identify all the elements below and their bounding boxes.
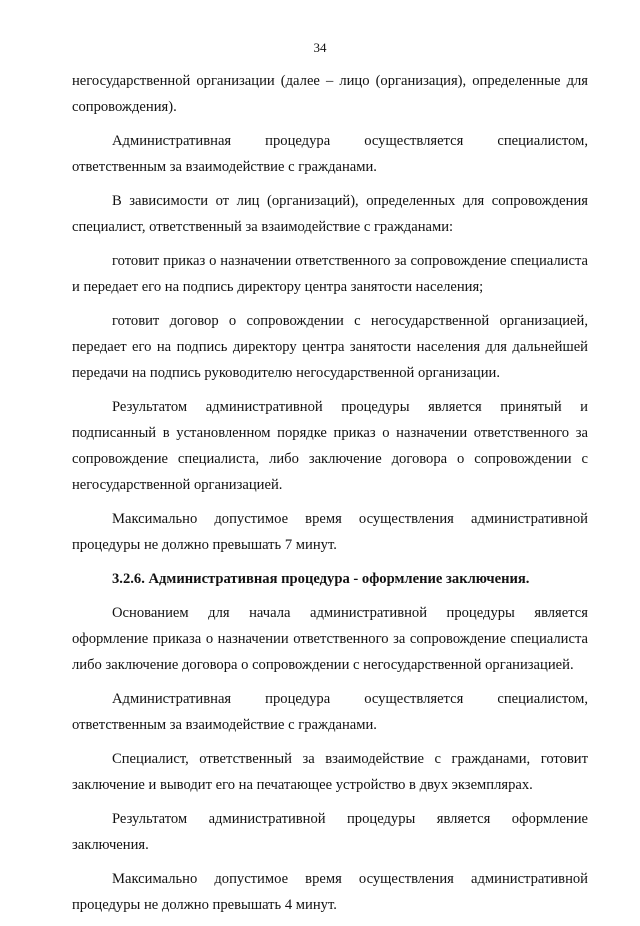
paragraph: Результатом административной процедуры является оформление заключения. xyxy=(72,811,588,853)
paragraph: Административная процедура осуществляется специалистом, ответственным за взаимодействие с гражданами. xyxy=(72,133,588,175)
paragraph: Основанием для начала административной процедуры является оформление приказа о назначении ответственного за сопровождение специалиста либо заключение договора о сопровождении с негосударственной организацией. xyxy=(72,605,588,673)
section-heading: 3.2.6. Административная процедура - оформление заключения. xyxy=(112,571,530,587)
paragraph: Специалист, ответственный за взаимодействие с гражданами, готовит заключение и выводит его на печатающее устройство в двух экземплярах. xyxy=(72,751,588,793)
paragraph: Максимально допустимое время осуществления административной процедуры не должно превышать 4 минут. xyxy=(72,871,588,913)
list-paragraph: готовит приказ о назначении ответственного за сопровождение специалиста и передает его на подпись директору центра занятости населения; xyxy=(72,253,588,295)
page-number: 34 xyxy=(313,40,327,55)
paragraph: В зависимости от лиц (организаций), определенных для сопровождения специалист, ответственный за взаимодействие с гражданами: xyxy=(72,193,588,235)
paragraph: Результатом административной процедуры является принятый и подписанный в установленном порядке приказ о назначении ответственного за сопровождение специалиста, либо заключение договора о сопровождении с негосударственной организацией. xyxy=(72,399,588,493)
list-paragraph: готовит договор о сопровождении с негосударственной организацией, передает его на подпись директору центра занятости населения для дальнейшей передачи на подпись руководителю негосударственной организации. xyxy=(72,313,588,381)
paragraph: Максимально допустимое время осуществления административной процедуры не должно превышать 7 минут. xyxy=(72,511,588,553)
body-text xyxy=(72,68,588,926)
paragraph-continuation: негосударственной организации (далее – лицо (организация), определенные для сопровождения). xyxy=(72,73,588,115)
paragraph: Административная процедура осуществляется специалистом, ответственным за взаимодействие с гражданами. xyxy=(72,691,588,733)
